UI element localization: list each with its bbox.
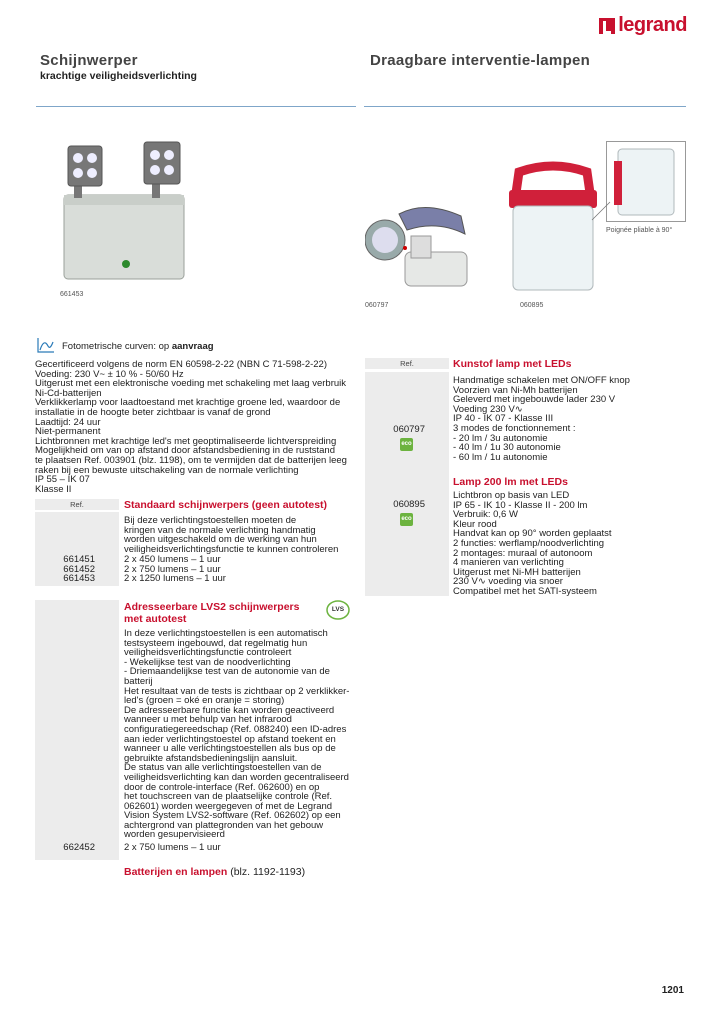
photo-ref-661453: 661453 [60, 291, 84, 298]
floodlight-product-image [60, 140, 192, 285]
section2-item: 2 x 750 lumens – 1 uur [124, 842, 221, 853]
right-ref-column-bg [365, 372, 449, 596]
logo-text: legrand [618, 14, 687, 36]
section1-items: 2 x 450 lumens – 1 uur 2 x 750 lumens – 1 uur 2 x 1250 lumens – 1 uur [124, 554, 226, 585]
left-header-rule [36, 106, 356, 107]
right-sec1-title: Kunstof lamp met LEDs [453, 358, 572, 370]
lvs-badge-text: LVS [331, 606, 345, 613]
right-sec2-desc: Lichtbron op basis van LED IP 65 - IK 10 - Klasse II - 200 lm Verbruik: 0,6 W Kleur rood Handvat kan op 90° worden geplaatst 2 functies: werflamp/noodverlichting 2 montages: muraal of autonoom 4 manieren van verlichting Uitgerust met Ni-MH batterijen 230 V∿ voeding via snoer Compatibel met het SATI-systeem [453, 490, 612, 597]
photometric-text: Fotometrische curven: op [62, 341, 172, 352]
section2-title: Adresseerbare LVS2 schijnwerpers met autotest [124, 601, 300, 625]
section2-desc: In deze verlichtingstoestellen is een automatisch testsysteem ingebouwd, dat regelmatig hun veiligheidsverlichtingsfunctie controleert - Wekelijkse test van de noodverlichting - Driemaandelijkse test van de autonomie van de batterij Het resultaat van de tests is zichtbaar op 2 verklikker- led's (groen = oké en oranje = storing) De adresseerbare functie kan worden geactiveerd wanneer u met behulp van het infrarood configuratiegereedschap (Ref. 088240) een ID-adres aan ieder verlichtingstoestel op afstand toekent en wanneer u alle verlichtingstoestellen als bus op de gebruikte afstandsbedieningslijn aansluit. De status van alle verlichtingstoestellen van de veiligheidsverlichting kan dan worden gecentraliseerd door de controle-interface (Ref. 062600) en op het touchscreen van de plaatselijke controle (Ref. 062601) worden weergegeven of met de Legrand Vision System LVS2-software (Ref. 062602) op een achtergrond van plattegronden van het gebouw worden gesupervisieerd [124, 628, 350, 841]
section1-desc: Bij deze verlichtingstoestellen moeten de kringen van de normale verlichting handmatig worden uitgeschakeld om de werking van hun veiligheidsverlichtingsfunctie te kunnen controleren [124, 515, 339, 555]
batteries-pages: (blz. 1192-1193) [227, 866, 306, 878]
photo-ref-060895: 060895 [520, 302, 544, 309]
page-number: 1201 [661, 985, 684, 996]
portable-lamp-060797-image [365, 200, 475, 295]
photometric-link[interactable]: aanvraag [171, 341, 214, 352]
photometric-note [62, 341, 214, 352]
left-title: Schijnwerper [40, 52, 138, 69]
inset-pointer-line [590, 200, 612, 222]
legrand-logo-mark-icon [599, 18, 615, 34]
right-sec2-title: Lamp 200 lm met LEDs [453, 476, 568, 488]
right-sec1-desc: Handmatige schakelen met ON/OFF knop Voorzien van Ni-Mh batterijen Geleverd met ingebouwde lader 230 V Voeding 230 V∿ IP 40 - IK 07 - Klasse III 3 modes de fonctionnement : - 20 lm / 3u autonomie - 40 lm / 1u 30 autonomie - 60 lm / 1u autonomie [453, 375, 630, 463]
portable-lamp-060895-image [505, 160, 600, 298]
photometric-curve-icon [36, 336, 56, 354]
right-header-rule [364, 106, 686, 107]
right-ref-header: Ref. [365, 358, 449, 369]
batteries-link[interactable]: Batterijen en lampen [124, 866, 228, 878]
left-intro-text: Gecertificeerd volgens de norm EN 60598-2-22 (NBN C 71-598-2-22) Voeding: 230 V~ ± 10 % - 50/60 Hz Uitgerust met een elektronische voeding met schakeling met laag verbruik Ni-Cd-batterijen Verklikkerlamp voor laadtoestand met krachtige groene led, waardoor de installatie in de hoogte beter zichtbaar is vanaf de grond Laadtijd: 24 uur Niet-permanent Lichtbronnen met krachtige led's met geoptimaliseerde lichtverspreiding Mogelijkheid om van op afstand door afstandsbediening in de ruststand te plaatsen Ref. 003901 (blz. 1198), om te vermijden dat de batterijen leeg raken bij een bewuste uitschakeling van de normale verlichting IP 55 – IK 07 Klasse II [35, 359, 347, 495]
section1-refs: 661451 661452 661453 [63, 554, 95, 585]
section2-ref: 662452 [63, 842, 95, 853]
section1-title: Standaard schijnwerpers (geen autotest) [124, 499, 328, 511]
right-sec2-ref: 060895 [393, 499, 425, 510]
photo-ref-060797: 060797 [365, 302, 389, 309]
batteries-link-row [124, 866, 305, 878]
inset-folded-handle-image [606, 141, 686, 222]
inset-caption: Poignée pliable à 90° [606, 227, 673, 234]
right-title: Draagbare interventie-lampen [370, 52, 591, 69]
left-ref-column-bg-2 [35, 600, 119, 860]
left-subtitle: krachtige veiligheidsverlichting [40, 70, 197, 82]
eco-icon: eco [400, 438, 413, 451]
left-ref-header: Ref. [35, 499, 119, 510]
legrand-logo [599, 14, 687, 37]
eco-icon: eco [400, 513, 413, 526]
right-sec1-ref: 060797 [393, 424, 425, 435]
